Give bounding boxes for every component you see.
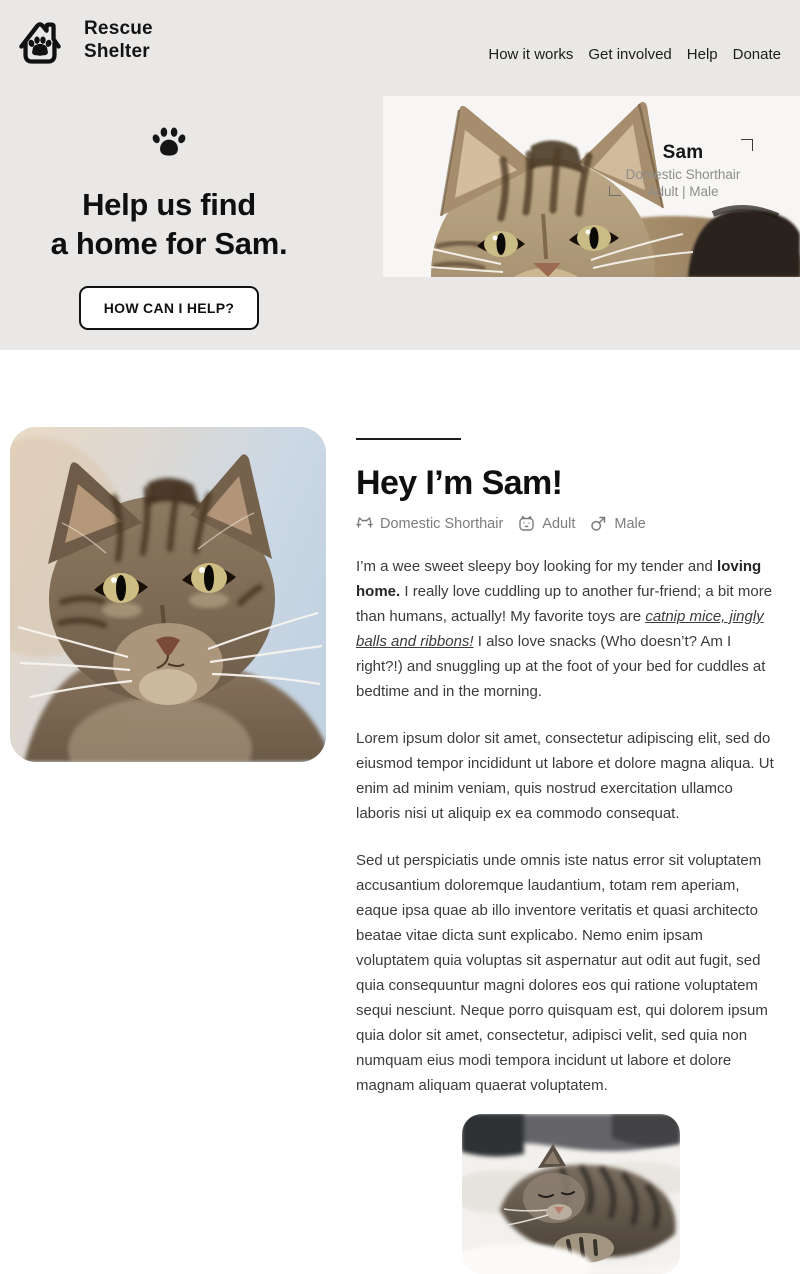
nav-get-involved[interactable]: Get involved [588, 46, 672, 63]
bio-paragraph [356, 554, 780, 704]
lorem-paragraph-1: Lorem ipsum dolor sit amet, consectetur adipiscing elit, sed do eiusmod tempor incididunt ut labore et dolore magna aliqua. Ut enim ad minim veniam, quis nostrud exercitation ullamco laboris nisi ut aliquip ex ea commodo consequat. [356, 730, 774, 822]
paw-print [28, 37, 53, 56]
pet-age-sex: Adult | Male [647, 184, 719, 199]
nav-help[interactable]: Help [686, 46, 718, 63]
cat-portrait-photo [10, 427, 326, 762]
meta-age: Adult [542, 515, 576, 532]
meta-sex: Male [614, 515, 646, 532]
male-icon [590, 515, 607, 532]
how-can-i-help-button[interactable]: HOW CAN I HELP? [79, 286, 260, 330]
breed-icon [356, 515, 373, 532]
hero-cat-photo [383, 96, 800, 277]
cat-face-icon [518, 515, 535, 532]
hero-section [0, 0, 800, 350]
corner-bracket-icon [741, 139, 753, 151]
cat-portrait-illustration [10, 427, 326, 762]
pet-meta-row [356, 515, 780, 532]
hero-title-line2: a home for Sam. [50, 226, 288, 261]
pet-label [622, 142, 744, 199]
corner-bracket-icon [609, 186, 621, 196]
sleeping-cat-photo [462, 1114, 680, 1274]
lorem-paragraph-2: Sed ut perspiciatis unde omnis iste natus error sit voluptatem accusantium doloremque laudantium, totam rem aperiam, eaque ipsa quae ab illo inventore veritatis et quasi architecto beatae vitae dicta sunt explicabo. Nemo enim ipsam voluptatem quia voluptas sit aspernatur aut odit aut fugit, sed quia consequuntur magni dolores eos qui ratione voluptatem sequi nesciunt. Neque porro quisquam est, qui dolorem ipsum quia dolor sit amet, consectetur, adipisci velit, sed quia non numquam eius modi tempora incidunt ut labore et dolore magnam aliquam quaerat voluptatem. [356, 852, 768, 1094]
profile-heading: Hey I’m Sam! [356, 464, 563, 502]
pet-name: Sam [662, 142, 704, 163]
pet-breed: Domestic Shorthair [625, 167, 741, 182]
toys-link[interactable]: catnip mice, jingly balls and ribbons! [356, 608, 764, 650]
house-paw-icon [12, 12, 68, 68]
bio-bold: loving home. [356, 558, 762, 600]
bio-text-3: I also love snacks (Who doesn’t? Am I right?!) and snuggling up at the foot of your bed for cuddles at bedtime and in the morning. [356, 633, 766, 700]
site-header [0, 0, 800, 80]
main-nav [488, 46, 781, 63]
bio-text-2: I really love cuddling up to another fur-friend; a bit more than humans, actually! My favorite toys are [356, 583, 773, 625]
main-section [0, 350, 800, 1200]
meta-breed: Domestic Shorthair [380, 515, 504, 532]
nav-donate[interactable]: Donate [732, 46, 781, 63]
bio-text-1: I’m a wee sweet sleepy boy looking for my tender and [356, 558, 718, 575]
brand-line1: Rescue [84, 18, 153, 39]
hero-left [0, 126, 338, 352]
brand-name [84, 17, 153, 63]
brand-line2: Shelter [84, 41, 150, 62]
nav-how-it-works[interactable]: How it works [488, 46, 574, 63]
profile-content [356, 438, 780, 1274]
paw-icon [150, 126, 188, 158]
hero-title [0, 185, 338, 263]
sleeping-cat-illustration [462, 1114, 680, 1274]
heading-rule [356, 438, 461, 440]
brand-logo[interactable] [12, 12, 153, 68]
hero-title-line1: Help us find [82, 187, 256, 222]
